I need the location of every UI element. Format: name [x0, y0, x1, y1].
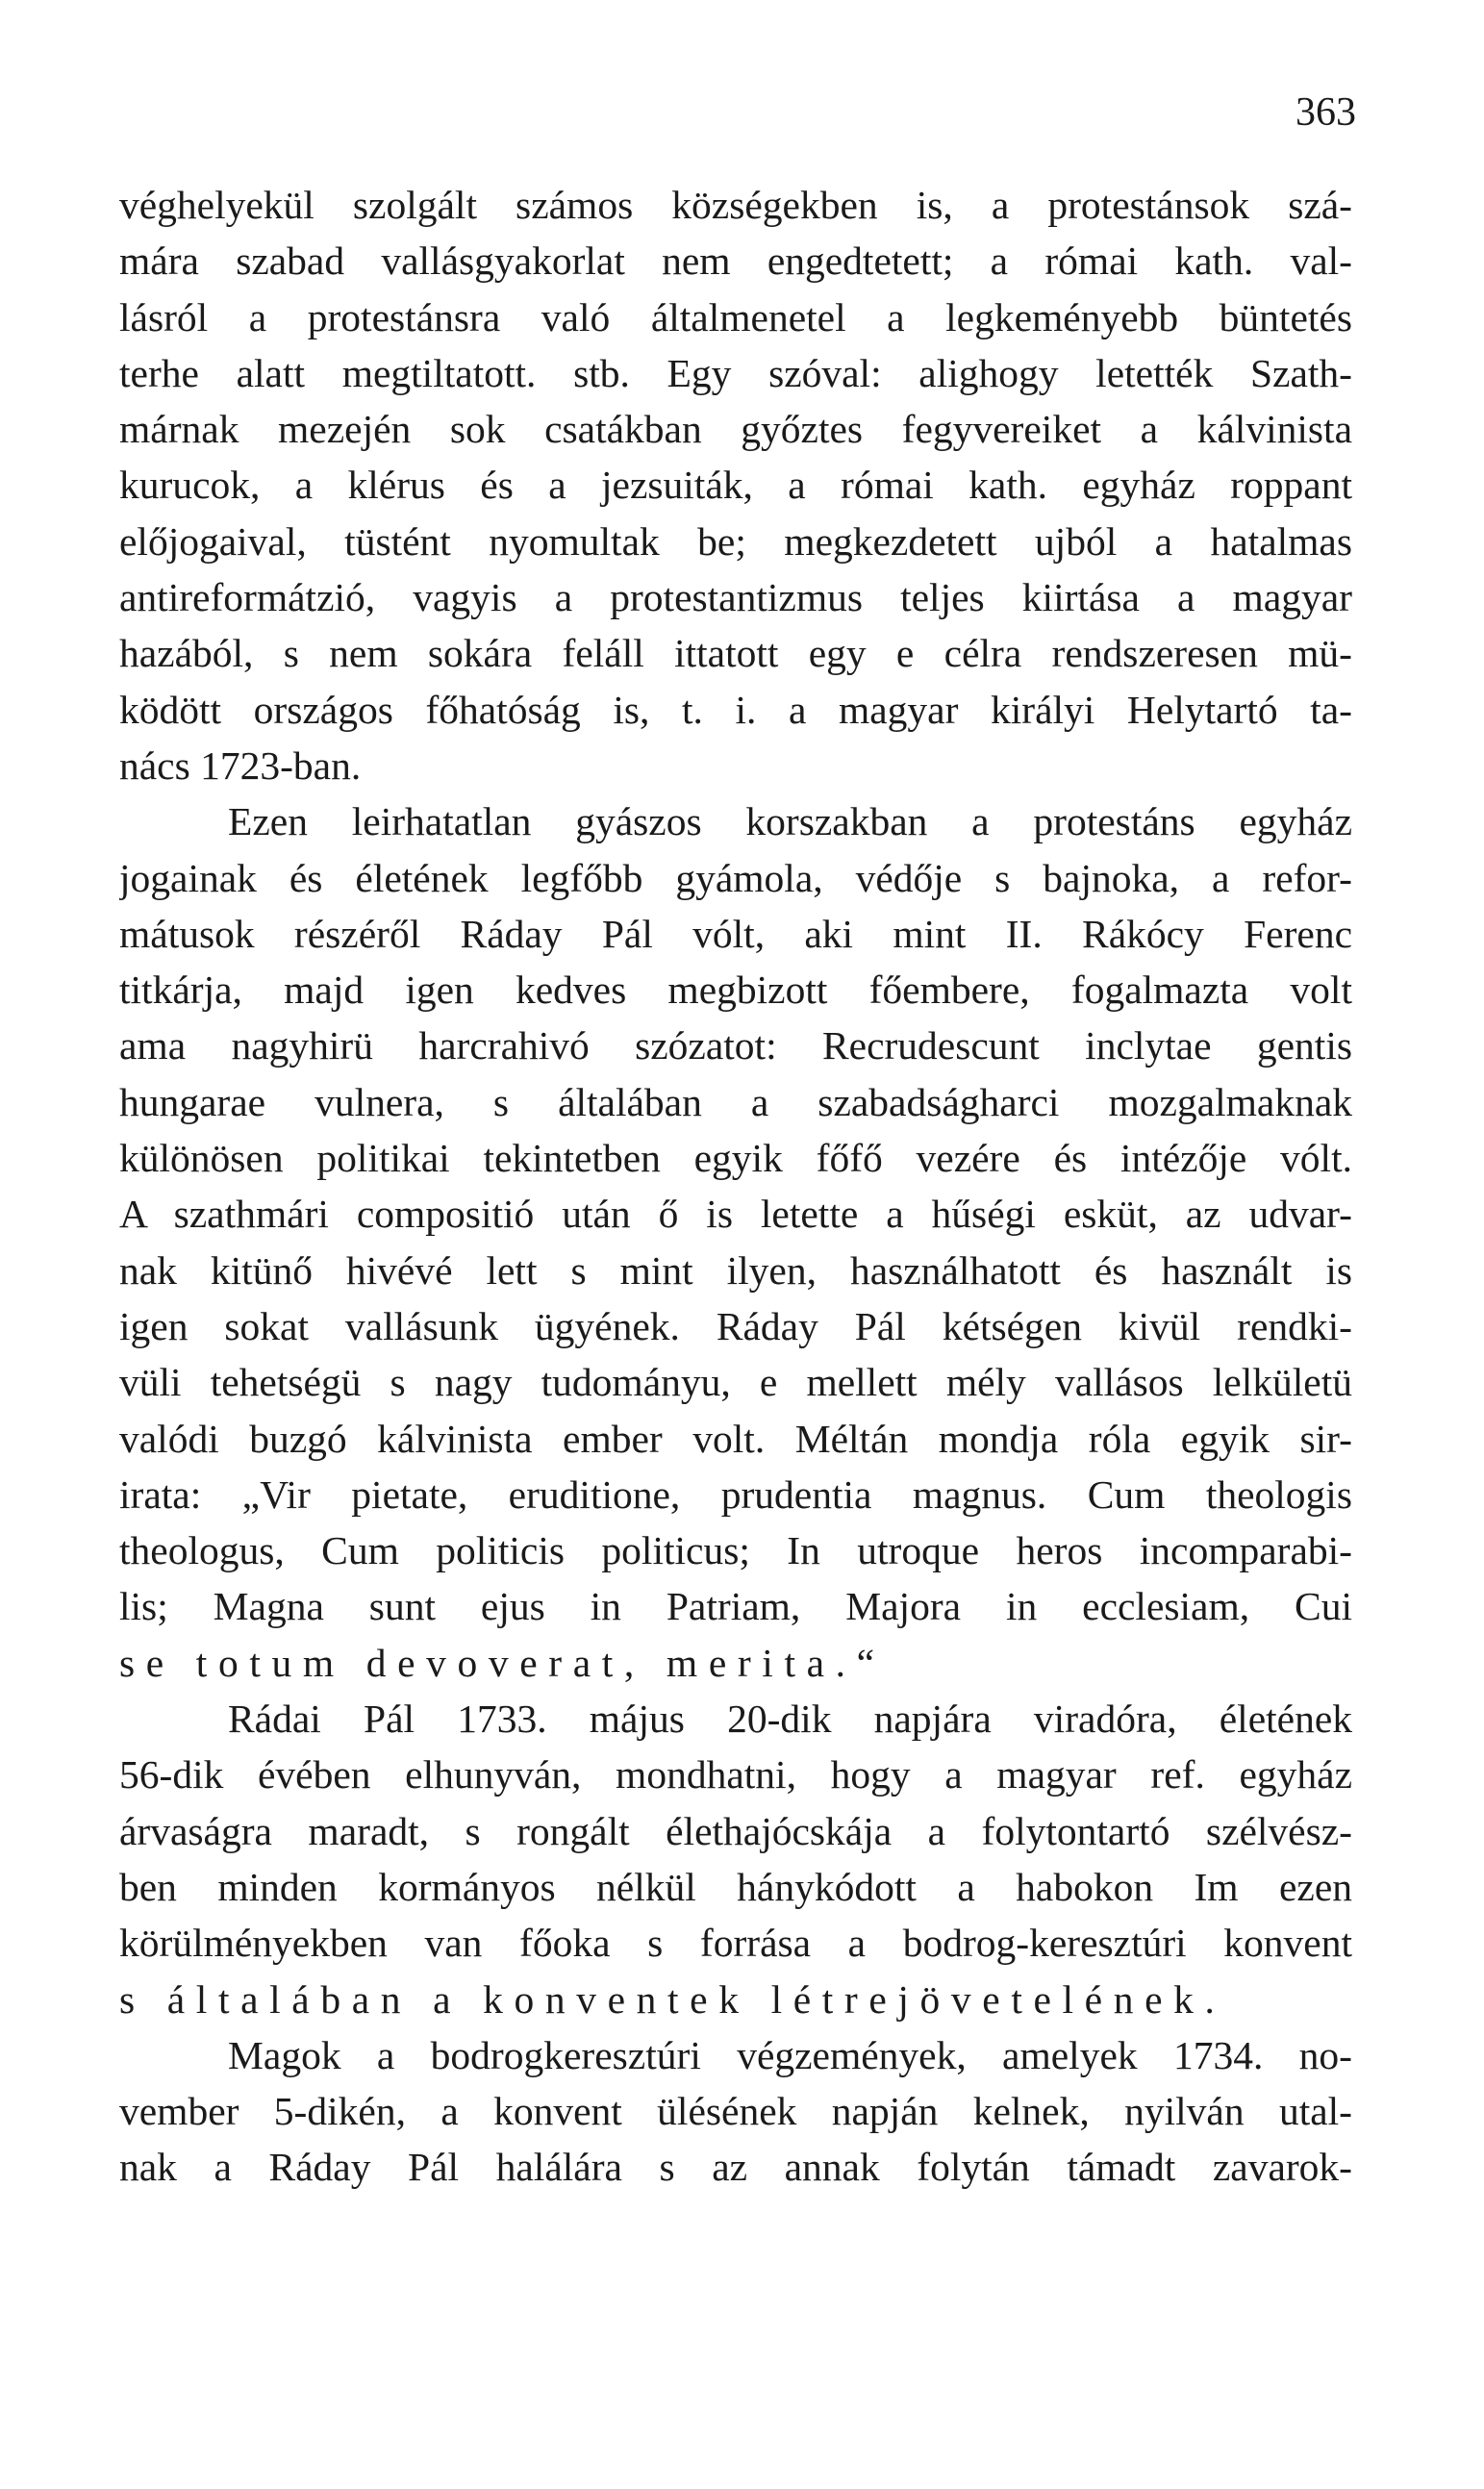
- text-line: lis; Magna sunt ejus in Patriam, Majora in ecclesiam, Cui: [119, 1584, 1352, 1629]
- text-line: A szathmári compositió után ő is letette a hűségi esküt, az udvar-: [119, 1192, 1352, 1237]
- text-line: ama nagyhirü harcrahivó szózatot: Recrudescunt inclytae gentis: [119, 1023, 1352, 1069]
- text-line: igen sokat vallásunk ügyének. Ráday Pál kétségen kivül rendki-: [119, 1303, 1352, 1348]
- text-line: lásról a protestánsra való általmenetel a legkeményebb büntetés: [119, 294, 1352, 339]
- text-line: irata: „Vir pietate, eruditione, prudentia magnus. Cum theologis: [119, 1471, 1352, 1517]
- page-number: 363: [1295, 90, 1356, 135]
- text-line: márnak mezején sok csatákban győztes fegyvereiket a kálvinista: [119, 407, 1352, 452]
- text-line: hazából, s nem sokára feláll ittatott egy e célra rendszeresen mü-: [119, 631, 1352, 676]
- text-line: nács 1723-ban.: [119, 742, 362, 788]
- text-line: mára szabad vallásgyakorlat nem engedtetett; a római kath. val-: [119, 239, 1352, 284]
- text-line: vüli tehetségü s nagy tudományu, e mellett mély vallásos lelkületü: [119, 1360, 1352, 1405]
- text-line: valódi buzgó kálvinista ember volt. Méltán mondja róla egyik sir-: [119, 1416, 1352, 1461]
- text-line: kurucok, a klérus és a jezsuiták, a római kath. egyház roppant: [119, 463, 1352, 508]
- text-line: véghelyekül szolgált számos községekben is, a protestánsok szá-: [119, 183, 1352, 227]
- text-line: körülményekben van főoka s forrása a bodrog-keresztúri konvent: [119, 1921, 1352, 1966]
- text-line: se totum devoverat, merita.“: [119, 1640, 886, 1685]
- text-line: s általában a konventek létrejövetelének.: [119, 1976, 1226, 2022]
- body-text: [119, 177, 1352, 2196]
- text-line: előjogaival, tüstént nyomultak be; megkezdetett ujból a hatalmas: [119, 518, 1352, 564]
- text-line: ben minden kormányos nélkül hánykódott a habokon Im ezen: [119, 1864, 1352, 1909]
- text-line: nak kitünő hivévé lett s mint ilyen, használhatott és használt is: [119, 1247, 1352, 1293]
- text-line: jogainak és életének legfőbb gyámola, védője s bajnoka, a refor-: [119, 855, 1352, 900]
- text-line: Rádai Pál 1733. május 20-dik napjára viradóra, életének: [228, 1697, 1352, 1742]
- text-line: theologus, Cum politicis politicus; In utroque heros incomparabi-: [119, 1528, 1352, 1573]
- text-line: antireformátzió, vagyis a protestantizmus teljes kiirtása a magyar: [119, 575, 1352, 620]
- text-line: ködött országos főhatóság is, t. i. a magyar királyi Helytartó ta-: [119, 687, 1352, 732]
- text-line: nak a Ráday Pál halálára s az annak folytán támadt zavarok-: [119, 2145, 1352, 2190]
- text-line: hungarae vulnera, s általában a szabadságharci mozgalmaknak: [119, 1079, 1352, 1124]
- text-line: különösen politikai tekintetben egyik főfő vezére és intézője vólt.: [119, 1136, 1352, 1181]
- text-line: mátusok részéről Ráday Pál vólt, aki mint II. Rákócy Ferenc: [119, 911, 1352, 956]
- text-line: Magok a bodrogkeresztúri végzemények, amelyek 1734. no-: [228, 2032, 1352, 2077]
- text-line: titkárja, majd igen kedves megbizott főembere, fogalmazta volt: [119, 968, 1352, 1013]
- text-line: Ezen leirhatatlan gyászos korszakban a protestáns egyház: [228, 799, 1352, 844]
- text-line: árvaságra maradt, s rongált élethajócskája a folytontartó szélvész-: [119, 1808, 1352, 1853]
- text-line: terhe alatt megtiltatott. stb. Egy szóval: alighogy letették Szath-: [119, 350, 1352, 395]
- text-line: 56-dik évében elhunyván, mondhatni, hogy a magyar ref. egyház: [119, 1752, 1352, 1798]
- text-line: vember 5-dikén, a konvent ülésének napján kelnek, nyilván utal-: [119, 2089, 1352, 2134]
